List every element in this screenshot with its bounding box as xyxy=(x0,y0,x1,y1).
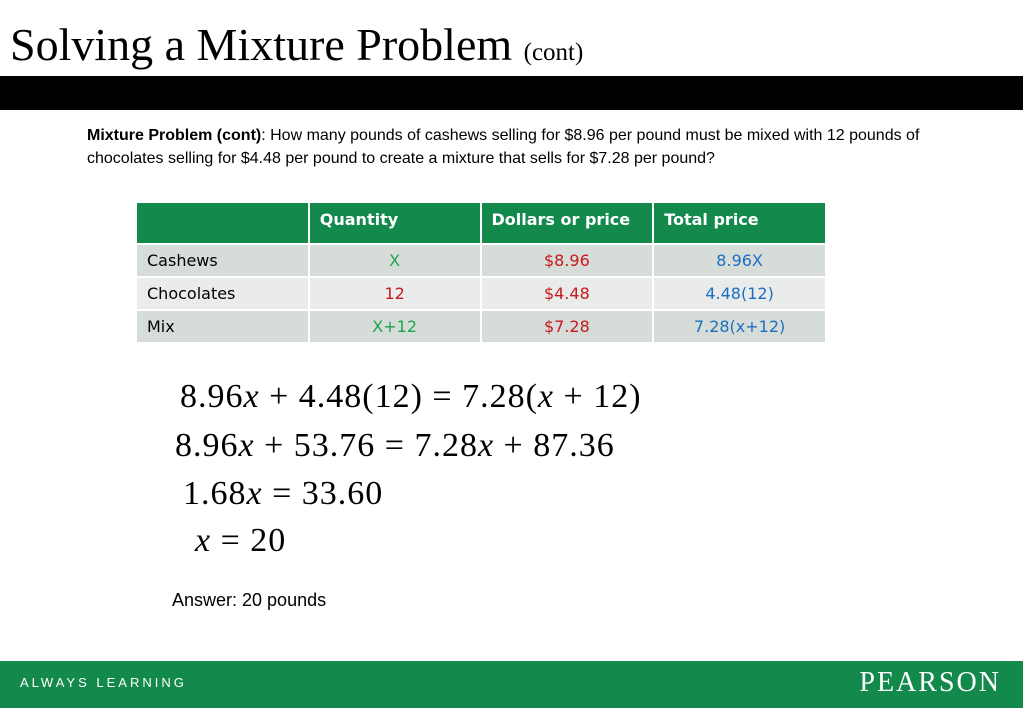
equation-3 xyxy=(183,475,383,513)
total-cell: 7.28(x+12) xyxy=(653,310,826,342)
header-quantity: Quantity xyxy=(309,203,481,244)
table-row xyxy=(137,277,826,310)
title-main: Solving a Mixture Problem xyxy=(10,19,513,70)
total-cell: 8.96X xyxy=(653,244,826,277)
total-cell: 4.48(12) xyxy=(653,277,826,310)
eq1-var-1: x xyxy=(243,378,260,415)
quantity-cell: X xyxy=(309,244,481,277)
equation-2 xyxy=(175,427,615,465)
row-label: Cashews xyxy=(137,244,309,277)
title-bar xyxy=(0,76,1023,110)
quantity-cell: 12 xyxy=(309,277,481,310)
quantity-cell: X+12 xyxy=(309,310,481,342)
eq2-part-c: + 87.36 xyxy=(494,427,615,464)
row-label: Chocolates xyxy=(137,277,309,310)
eq4-var: x xyxy=(195,522,212,559)
row-label: Mix xyxy=(137,310,309,342)
eq1-part-a: 8.96 xyxy=(180,378,244,415)
pearson-logo: PEARSON xyxy=(859,667,1001,698)
price-cell: $4.48 xyxy=(481,277,654,310)
problem-text: : How many pounds of cashews selling for $8.96 per pound must be mixed with 12 pounds of chocolates selling for $4.48 per pound to create a mixture that sells for $7.28 per pound? xyxy=(87,127,920,167)
table-row xyxy=(137,310,826,342)
problem-label: Mixture Problem (cont) xyxy=(87,127,262,144)
eq1-part-b: + 4.48(12) = 7.28( xyxy=(259,378,538,415)
eq3-part-b: = 33.60 xyxy=(262,475,384,512)
eq1-var-2: x xyxy=(537,378,555,415)
mixture-table xyxy=(137,203,827,342)
footer-bar xyxy=(0,661,1023,708)
eq3-part-a: 1.68 xyxy=(183,475,247,512)
page-title xyxy=(10,18,583,80)
header-total: Total price xyxy=(653,203,826,244)
title-sub: (cont) xyxy=(523,39,584,66)
equation-4 xyxy=(195,522,286,560)
price-cell: $8.96 xyxy=(481,244,654,277)
eq2-var-2: x xyxy=(477,427,495,464)
equation-1 xyxy=(180,378,642,416)
eq1-part-c: + 12) xyxy=(554,378,642,415)
eq2-part-b: + 53.76 = 7.28 xyxy=(254,427,478,464)
price-cell: $7.28 xyxy=(481,310,654,342)
eq4-part-b: = 20 xyxy=(211,522,287,559)
answer-text: Answer: 20 pounds xyxy=(172,590,327,610)
table-header-row xyxy=(137,203,826,244)
footer-tagline: ALWAYS LEARNING xyxy=(20,675,187,690)
table-row xyxy=(137,244,826,277)
eq2-part-a: 8.96 xyxy=(175,427,239,464)
problem-statement xyxy=(87,124,987,170)
eq2-var-1: x xyxy=(238,427,255,464)
header-price: Dollars or price xyxy=(481,203,654,244)
eq3-var: x xyxy=(246,475,263,512)
header-blank xyxy=(137,203,309,244)
